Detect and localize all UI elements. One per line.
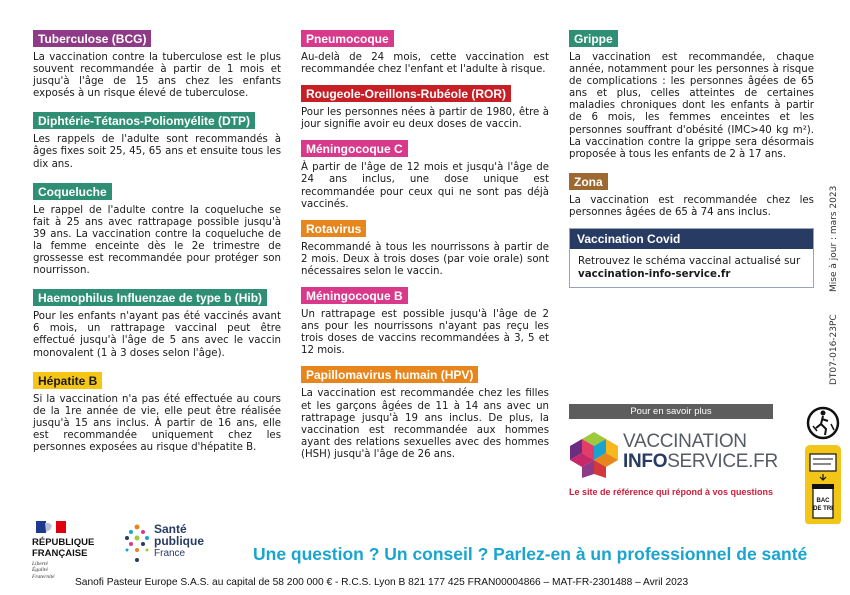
covid-link[interactable]: vaccination-info-service.fr: [578, 268, 731, 281]
covid-body: [570, 249, 813, 287]
text-hpv: La vaccination est recommandée chez les filles et les garçons âgées de 11 à 14 ans avec un rattrapage jusqu'à 19 ans inclus. De plus, la vaccination est recommandée aux hommes ayant des relations sexuelles avec des hommes (HSH) jusqu'à l'âge de 26 ans.: [301, 388, 549, 460]
section-ror: [301, 85, 549, 131]
section-hepatite: [33, 372, 281, 454]
learn-more-bar: Pour en savoir plus: [569, 404, 773, 419]
tag-hib: Haemophilus Influenzae de type b (Hib): [33, 289, 267, 306]
tag-tuberculose: Tuberculose (BCG): [33, 30, 151, 47]
vis-cube-logo: [569, 430, 619, 480]
spf-line1: Santé: [154, 522, 187, 536]
covid-text: Retrouvez le schéma vaccinal actualisé sur: [578, 255, 801, 268]
doc-code: DT07-016-23PC: [829, 314, 839, 385]
text-coqueluche: Le rappel de l'adulte contre la coqueluche se fait à 25 ans avec rattrapage possible jusqu'à 39 ans. La vaccination contre la coqueluche de la femme enceinte dès le 2e trimestre de grossesse est recommandée pour protéger son nourrisson.: [33, 204, 281, 277]
section-grippe: [569, 30, 814, 161]
svg-text:DE TRI: DE TRI: [813, 506, 833, 512]
tag-ror: Rougeole-Oreillons-Rubéole (ROR): [301, 85, 511, 102]
update-date: Mise à jour : mars 2023: [829, 185, 839, 292]
svg-text:BAC: BAC: [816, 498, 830, 504]
vis-title-line2: [623, 452, 778, 472]
column-right: [569, 30, 814, 288]
column-left: [33, 30, 281, 463]
vis-title-line1: VACCINATION: [623, 431, 747, 452]
tag-rota: Rotavirus: [301, 220, 366, 237]
text-rota: Recommandé à tous les nourrissons à partir de 2 mois. Deux à trois doses (par voie orale) sont nécessaires selon le vaccin.: [301, 241, 549, 277]
tag-menb: Méningocoque B: [301, 287, 408, 304]
text-ror: Pour les personnes nées à partir de 1980, être à jour signifie avoir eu deux doses de vaccin.: [301, 107, 549, 131]
column-middle: [301, 30, 549, 470]
section-menc: [301, 140, 549, 210]
sante-publique-france-logo: [122, 522, 204, 573]
tag-pneumo: Pneumocoque: [301, 30, 394, 47]
section-zona: [569, 173, 814, 219]
tag-dtp: Diphtérie-Tétanos-Poliomyélite (DTP): [33, 112, 255, 129]
vis-title[interactable]: [623, 432, 778, 472]
text-grippe: La vaccination est recommandée, chaque année, notamment pour les personnes à risque de complications : les personnes âgées de 65 ans et plus, celles atteintes de certaines maladies chroniques dont les enfants à partir de 6 mois, les femmes enceintes et les personnes souffrant d'obésité (IMC>40 kg m²). La vaccination contre la grippe sera désormais proposée à tous les enfants de 2 à 17 ans.: [569, 52, 814, 160]
text-zona: La vaccination est recommandée chez les personnes âgées de 65 à 74 ans inclus.: [569, 194, 814, 218]
text-tuberculose: La vaccination contre la tuberculose est le plus souvent recommandée à partir de 1 mois et jusqu'à l'âge de 15 ans chez les enfants exposés à un risque élevé de tuberculose.: [33, 52, 281, 100]
tag-hpv: Papillomavirus humain (HPV): [301, 366, 478, 383]
text-hepatite: Si la vaccination n'a pas été effectuée au cours de la 1re année de vie, elle peut être réalisée jusqu'à 15 ans inclus. À partir de 16 ans, elle est recommandée uniquement chez les personnes exposées au risque d'hépatite B.: [33, 393, 281, 453]
question-banner: Une question ? Un conseil ? Parlez-en à un professionnel de santé: [253, 544, 808, 564]
covid-title: Vaccination Covid: [570, 229, 813, 249]
tag-zona: Zona: [569, 173, 608, 190]
text-hib: Pour les enfants n'ayant pas été vaccinés avant 6 mois, un rattrapage vaccinal peut être effectué jusqu'à l'âge de 5 ans avec le vaccin monovalent (1 à 3 doses selon l'âge).: [33, 311, 281, 359]
rf-motto-2: Égalité: [32, 567, 48, 574]
spf-line2: publique: [154, 534, 204, 548]
section-tuberculose: [33, 30, 281, 100]
spf-line3: France: [154, 548, 186, 559]
republique-francaise-logo: [32, 520, 94, 580]
section-coqueluche: [33, 183, 281, 278]
section-hib: [33, 289, 281, 359]
spf-dots-icon: [122, 523, 152, 568]
tag-hepatite: Hépatite B: [33, 372, 102, 389]
vis-subtitle: Le site de référence qui répond à vos questions: [569, 487, 774, 497]
rf-motto-3: Fraternité: [32, 573, 55, 580]
vis-title-info: INFO: [623, 451, 668, 472]
tag-menc: Méningocoque C: [301, 140, 408, 157]
covid-box: [569, 228, 814, 288]
recycling-icons: [804, 404, 842, 524]
text-pneumo: Au-delà de 24 mois, cette vaccination est recommandée chez l'enfant et l'adulte à risque.: [301, 52, 549, 76]
section-dtp: [33, 112, 281, 170]
tag-coqueluche: Coqueluche: [33, 183, 112, 200]
section-pneumo: [301, 30, 549, 76]
rf-line2: FRANÇAISE: [32, 547, 88, 559]
section-hpv: [301, 366, 549, 461]
text-dtp: Les rappels de l'adulte sont recommandés à âges fixes soit 25, 45, 65 ans et ensuite tous les dix ans.: [33, 134, 281, 170]
tag-grippe: Grippe: [569, 30, 618, 47]
rf-motto-1: Liberté: [32, 561, 48, 567]
rf-line1: RÉPUBLIQUE: [32, 537, 95, 548]
section-menb: [301, 287, 549, 357]
text-menc: À partir de l'âge de 12 mois et jusqu'à l'âge de 24 ans inclus, une dose unique est recommandée pour ceux qui ne sont pas déjà vaccinés.: [301, 162, 549, 210]
section-rota: [301, 220, 549, 278]
triman-icon: [808, 408, 838, 438]
sorting-icon: [805, 445, 841, 524]
marianne-flag-icon: [36, 521, 66, 533]
vis-title-service: SERVICE.FR: [667, 451, 778, 472]
text-menb: Un rattrapage est possible jusqu'à l'âge de 2 ans pour les nourrissons n'ayant pas reçu les trois doses de vaccins recommandées à 3, 5 et 12 mois.: [301, 309, 549, 357]
footer-legal: Sanofi Pasteur Europe S.A.S. au capital de 58 200 000 € - R.C.S. Lyon B 821 177 425 FRAN00004866 – MAT-FR-2301488 – Avril 2023: [75, 577, 689, 588]
